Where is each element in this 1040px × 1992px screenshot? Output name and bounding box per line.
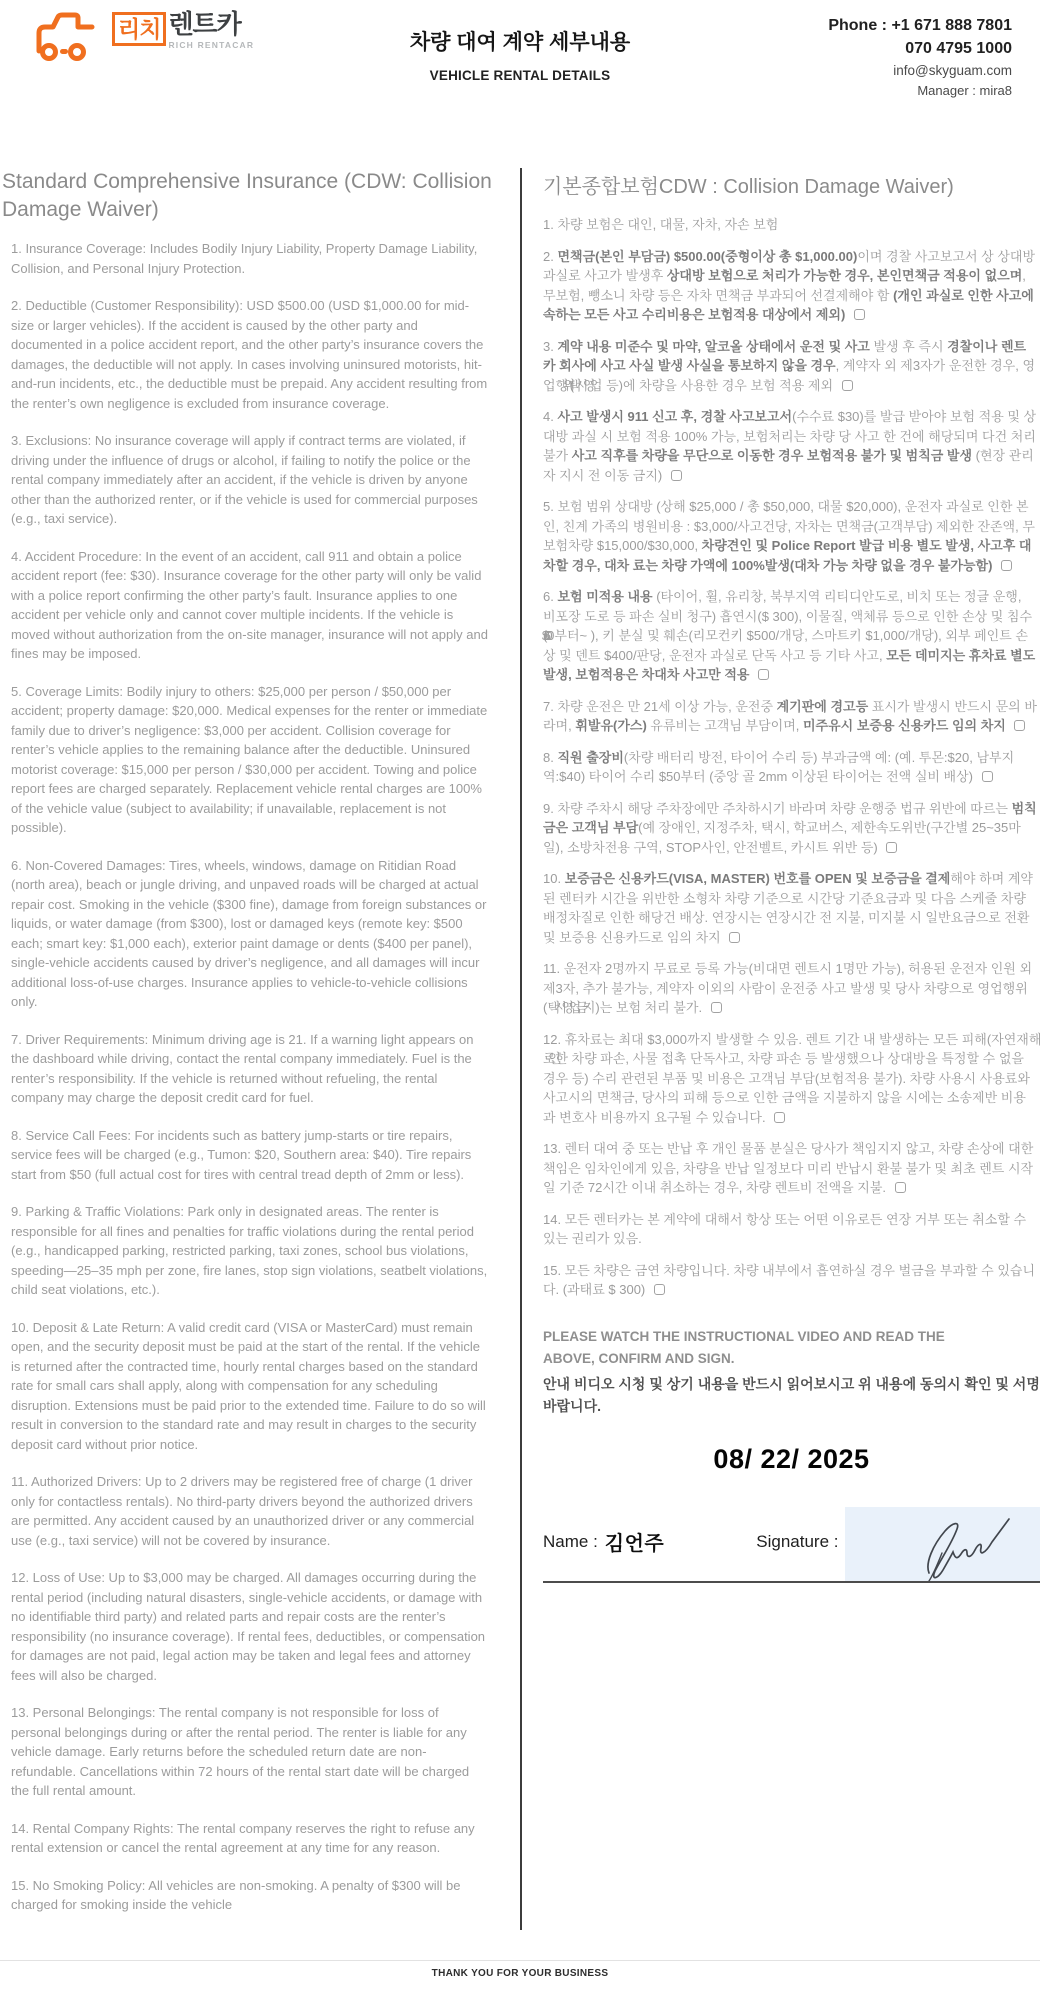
left-paragraphs [2,239,507,1915]
text-run: 해야 하며 계약된 렌터카 시간을 위반한 소형차 차량 기준으로 시간당 기준요금과 및 다음 스케줄 차량 배정차질로 인한 해당건 배상. 연장시는 연장시간 전 지불, 미지불 시 일반요금으로 전환 및 보증용 신용카드로 임의 차지 [543,871,1033,945]
text-run: (차량 배터리 방전, 타이어 수리 등) 부과금액 예: (예. 투몬:$20, 남부지역:$40) 타이어 수리 $50부터 (중앙 골 2mm 이상된 타이어는 전액 실비 배상) [543,749,1015,784]
agree-checkbox[interactable] [854,309,865,320]
policy-paragraph-en-5: 5. Coverage Limits: Bodily injury to others: $25,000 per person / $50,000 per accident; property damage: $20,000. Medical expenses for the renter or immediate family due to driver’s negligence: $3,000 per accident. Collision coverage for renter’s vehicle applies to the remaining balance after the deductible. Uninsured motorist coverage: $15,000 per person / $30,000 per accident. Towing and police report fees are charged separately. Replacement vehicle rental charges are 100% of the vehicle value (subject to availability; if unavailable, replacement is not possible). [11,683,488,836]
policy-paragraph-en-1: 1. Insurance Coverage: Includes Bodily Injury Liability, Property Damage Liability, Collision, and Personal Injury Protection. [11,241,478,276]
text-run: , 계약자 외 제3자가 운전한 경우, 영업 [543,358,1036,393]
emphasis-text: 휘발유(가스) [575,718,647,733]
policy-paragraph-ko-11 [543,959,1037,1018]
text-run: (현장 관리자 지시 전 이동 금지) [543,448,1034,483]
policy-paragraph-ko-10 [543,869,1037,947]
text-run: 택시영업금지 [547,1000,590,1015]
policy-paragraph-en-11: 11. Authorized Drivers: Up to 2 drivers may be registered free of charge (1 driver only for contactless rentals). No third-party drivers beyond the authorized drivers are permitted. Any accident caused by an unauthorized driver or any commercial use (e.g., taxi service) will not be covered by insurance. [11,1474,475,1548]
agree-checkbox[interactable] [842,380,853,391]
agree-checkbox[interactable] [1014,720,1025,731]
text-run: 5. 보험 범위 상대방 (상해 $25,000 / 총 $50,000, 대물 $20,000), 운전자 과실로 인한 본인, 친계 가족의 병원비용 : $3,000/사고건당, 자차는 면책금(고객부담) 제외한 잔존액, 무보험차량 $15,000/$30,000, [543,499,1035,553]
text-run: 1. 차량 보험은 대인, 대물, 자차, 자손 보험 [543,217,779,232]
policy-paragraph-ko-5 [543,497,1037,575]
email-address: info@skyguam.com [893,63,1012,78]
text-run: 수($600 [543,608,1027,643]
text-run: 7. 차량 운전은 만 21세 이상 가능, 운전중 [543,698,777,714]
text-run [1006,718,1010,733]
manager-name: Manager : mira8 [917,83,1012,98]
policy-paragraph-en-15: 15. No Smoking Policy: All vehicles are non-smoking. A penalty of $300 will be charged for smoking inside the vehicle [11,1877,461,1913]
emphasis-text: 직원 출장비 [557,749,624,765]
logo-subtitle-text: RICH RENTACAR [168,39,255,50]
emphasis-text: 사고 발생시 911 신고 후, 경찰 사고보고서 [557,409,793,424]
text-run: 11. 운전자 2명까지 무료로 등록 가능(비대면 렌트시 1명만 가능), 허용된 운전자 인원 외 제3자, 추가 불가능, 계약자 이외의 사람이 운전중 사고 발생 및 당사 차량으로 영업행위( [543,961,1033,1015]
phone-primary: Phone : +1 671 888 7801 [828,17,1012,34]
signature-label: Signature : [756,1531,839,1551]
name-label: Name : [543,1531,598,1551]
policy-paragraph-en-14: 14. Rental Company Rights: The rental company reserves the right to refuse any rental extension or cancel the rental agreement at any time for any reason. [11,1820,475,1856]
text-run: 등)에 차량을 사용한 경우 보험 적용 제외 [602,377,837,393]
emphasis-text: 사고 직후를 차량을 무단으로 이동한 경우 보험적용 불가 및 범칙금 발생 [571,448,973,463]
policy-paragraph-en-10: 10. Deposit & Late Return: A valid credit card (VISA or MasterCard) must remain open, and the security deposit must be paid at the start of the rental. If the vehicle is returned after the contracted time, hourly rental charges based on the standard rate for small cars shall apply, along with compensation for any scheduling disruption. Extensions must be paid prior to the extended time. Failure to do so will result in conversion to the standard rate and may result in charges to the security deposit card without prior notice. [11,1319,486,1452]
text-run [749,667,753,682]
policy-paragraph-ko-6 [543,587,1037,685]
text-run: (수수료 $30)를 발급 받아야 보험 적용 및 상대방 과실 시 보험 적용 100% 가능, 보험처리는 차량 당 사고 한 건에 해당되며 다건 처리 불가 [543,409,1037,463]
policy-paragraph-en-6: 6. Non-Covered Damages: Tires, wheels, windows, damage on Ritidian Road (north area), beach or jungle driving, and unpaved roads will be charged at actual repair cost. Smoking in the vehicle ($300 fine), damage from foreign substances or liquids, or water damage (from $300), lost or damaged keys (remote key: $500 each; smart key: $1,000 each), exterior paint damage or dents ($400 per panel), single-vehicle accidents caused by driver’s negligence, and all damages will incur additional loss-of-use charges. Insurance applies to vehicle-to-vehicle collisions only. [11,857,487,1010]
policy-paragraph-ko-9 [543,799,1037,858]
policy-paragraph-ko-7 [543,697,1037,736]
confirm-notice-english: PLEASE WATCH THE INSTRUCTIONAL VIDEO AND READ THE ABOVE, CONFIRM AND SIGN. [543,1328,945,1366]
agree-checkbox[interactable] [1001,560,1012,571]
signature-field[interactable] [845,1507,1040,1581]
text-run: 표시가 발생시 반드시 문의 바라며, [543,698,1037,733]
agree-checkbox[interactable] [886,842,897,853]
text-run: 12. 휴차료는 최대 $3,000까지 발생할 수 있음. 렌트 기간 내 발생하는 모든 피해(자연재 [543,1031,1029,1047]
signature-image [845,1507,1040,1581]
emphasis-text: (개인 과실로 인한 사고에 속하는 모든 사고 수리비용은 보험적용 대상에서 제외) [543,287,1034,322]
policy-paragraph-ko-2 [543,247,1037,325]
confirm-notice-korean: 안내 비디오 시청 및 상기 내용을 반드시 읽어보시고 위 내용에 동의시 확인 및 서명 바랍니다. [543,1376,1040,1415]
agree-checkbox[interactable] [895,1182,906,1193]
page-title-korean: 차량 대여 계약 세부내용 [409,31,631,54]
agree-checkbox[interactable] [774,1112,785,1123]
emphasis-text: 면책금(본인 부담금) $500.00(중형이상 총 $1,000.00) [557,248,858,264]
emphasis-text: 계약 내용 미준수 및 마약, 알코올 상태에서 운전 및 사고 [557,338,870,354]
emphasis-text: 상대방 보험으로 처리가 가능한 경우, 본인면책금 적용이 없으며 [666,268,1023,283]
page-title-english: VEHICLE RENTAL DETAILS [429,68,611,83]
text-run: 차량 파손, 사물 접촉 단독사고, 차량 파손 등 발생했으나 상대방을 특정할 수 없을 경우 등) 수리 관련된 부품 및 비용은 고객님 부담(보험적용 불가). 차량 사용시 사용료와 사고시의 면책금, 당사의 피해 등으로 인한 금액을 지불하지 않을 시에는 소송제반 비용과 변호사 비용까지 요구될 수 있습니다. [543,1051,1030,1125]
korean-terms-heading: 기본종합보험CDW : Collision Damage Waiver) [543,176,954,198]
emphasis-text: 보험 미적용 내용 [557,589,653,604]
renter-name: 김언주 [604,1533,665,1556]
emphasis-text: 경찰이나 렌트카 회사에 사고 사실 발생 사실을 통보하지 않을 경우 [543,338,1027,373]
text-run: 유류비는 고객님 부담이며, [646,718,803,733]
text-run: (예 장애인, 지정주차, 택시, 학교버스, 제한속도위반(구간별 25~35마일), 소방차전용 구역, STOP사인, 안전벨트, 카시트 위반 등) [543,820,1021,855]
emphasis-text: 계기판에 경고등 [776,698,869,714]
text-run: 3. [543,338,558,354]
contact-block [762,10,1012,101]
policy-paragraph-ko-8 [543,748,1037,787]
policy-paragraph-ko-1 [543,215,1037,235]
agree-checkbox[interactable] [982,771,993,782]
policy-paragraph-ko-12 [543,1030,1037,1128]
policy-paragraph-en-12: 12. Loss of Use: Up to $3,000 may be charged. All damages occurring during the rental period (including natural disasters, single-vehicle accidents, or damage with no identifiable third party) and related parts and repair costs are the renter’s responsibility (no insurance coverage). If rental fees, deductibles, or compensation for damages are not paid, legal action may be taken and legal fees and attorney fees will also be charged. [11,1570,486,1683]
policy-paragraph-en-3: 3. Exclusions: No insurance coverage will apply if contract terms are violated, if driving under the influence of drugs or alcohol, if failing to notify the police or the rental company immediately after an accident, if the vehicle is driven by anyone other than the authorized renter, or if the vehicle is used for commercial purposes (e.g., taxi service). [11,433,478,527]
right-paragraphs [543,215,1040,1300]
emphasis-text: 보증금은 신용카드(VISA, MASTER) 번호를 OPEN 및 보증금을 결제 [564,871,951,886]
column-divider [520,168,522,1930]
policy-paragraph-en-8: 8. Service Call Fees: For incidents such as battery jump-starts or tire repairs, service fees will be charged (e.g., Tumon: $20, Southern area: $40). Tire repairs start from $50 (full actual cost for tires with central tread depth of 2mm or less). [11,1127,472,1182]
policy-paragraph-ko-4 [543,407,1037,485]
text-run: 8. [543,749,558,765]
agree-checkbox[interactable] [654,1284,665,1295]
logo-rich-text: 리치 [112,12,166,46]
car-icon [28,10,116,68]
company-logo [28,10,278,68]
korean-terms-column [543,168,1040,1583]
phone-secondary: 070 4795 1000 [905,40,1012,57]
english-terms-column [2,168,507,1933]
text-run: 행위(택시영업 [555,377,598,393]
text-run: )는 보험 처리 불가. [595,1000,706,1015]
text-run: 6. [543,589,558,604]
policy-paragraph-en-2: 2. Deductible (Customer Responsibility): USD $500.00 (USD $1,000.00 for mid-size or larger vehicles). If the accident is caused by the other party and documented in a police accident report, and the other party’s insurance covers the damages, the deductible will not apply. In cases involving uninsured motorists, hit-and-run incidents, etc., the deductible must be prepaid. Any accident resulting from the renter’s own negligence is excluded from insurance coverage. [11,298,488,411]
policy-paragraph-ko-14 [543,1210,1037,1249]
policy-paragraph-en-4: 4. Accident Procedure: In the event of an accident, call 911 and obtain a police accident report (fee: $30). Insurance coverage for the other party will only be valid with a police report confirming the other party’s fault. Insurance applies to one accident per vehicle only and cannot cover multiple incidents. If the vehicle is moved without authorization from the on-site manager, insurance will not apply and fines may be imposed. [11,548,488,662]
text-run: 4. [543,409,558,424]
agree-checkbox[interactable] [729,932,740,943]
text-run: 15. 모든 차량은 금연 차량입니다. 차량 내부에서 흡연하실 경우 벌금을 부과할 수 있습니다. (과태료 $ 300) [543,1262,1035,1297]
text-run: 14. 모든 렌터카는 본 계약에 대해서 항상 또는 어떤 이유로든 연장 거부 또는 취소할 수 있는 권리가 있음. [543,1211,1027,1246]
emphasis-text: 모든 데미지는 휴차료 별도 발생, 보험적용은 차대차 사고만 적용 [543,647,1036,682]
emphasis-text: 범칙금은 고객님 부담 [543,800,1037,835]
policy-paragraph-ko-3 [543,337,1037,396]
english-terms-heading: Standard Comprehensive Insurance (CDW: Collision Damage Waiver) [2,170,492,221]
text-run: 이며 경찰 사고보고서 상 상대방 과실로 사고가 발생후 [543,248,1036,283]
emphasis-text: 미주유시 보증용 신용카드 임의 차지 [803,718,1006,733]
text-run: 13. 렌터 대여 중 또는 반납 후 개인 물품 분실은 당사가 책임지지 않고, 차량 손상에 대한 책임은 임차인에게 있음, 차량을 반납 일정보다 미리 반납시 환불 불가 및 최초 렌트 시작일 기준 72시간 이내 취소하는 경우, 차량 렌트비 전액을 지불. [543,1141,1034,1195]
logo-wordmark [168,10,254,50]
text-run: , 무보험, 뺑소니 차량 등은 자차 면책금 부과되어 선결제해야 함 [543,268,1026,303]
policy-paragraph-en-13: 13. Personal Belongings: The rental company is not responsible for loss of personal belongings during or after the rental period. The renter is liable for any vehicle damage. Early returns before the scheduled return date are non-refundable. Cancellations within 72 hours of the rental start date will be charged the full rental amount. [11,1705,470,1799]
footer-thanks-text: THANK YOU FOR YOUR BUSINESS [431,1968,609,1979]
header [0,0,1040,101]
text-run: 해로 인한 [543,1031,1036,1066]
footer-divider [0,1960,1040,1961]
policy-paragraph-ko-13 [543,1139,1037,1198]
contract-date: 08/ 22/ 2025 [713,1443,870,1474]
policy-paragraph-ko-15 [543,1261,1037,1300]
logo-rentcar-text: 렌트카 [168,9,241,39]
agree-checkbox[interactable] [671,470,682,481]
agree-checkbox[interactable] [758,669,769,680]
title-block [278,10,762,83]
agree-checkbox[interactable] [711,1002,722,1013]
text-run: 발생 후 즉시 [869,338,948,354]
signature-row [543,1503,1040,1583]
text-run: 2. [543,248,558,264]
policy-paragraph-en-7: 7. Driver Requirements: Minimum driving age is 21. If a warning light appears on the dashboard while driving, contact the rental company immediately. Fuel is the renter’s responsibility. If the vehicle is returned without refueling, the rental company may charge the deposit credit card for fuel. [11,1031,474,1106]
policy-paragraph-en-9: 9. Parking & Traffic Violations: Park only in designated areas. The renter is responsible for all fines and penalties for traffic violations during the rental period (e.g., handicapped parking, restricted parking, taxi zones, school bus violations, speeding—25–35 mph per zone, fire lanes, stop sign violations, seatbelt violations, child seat violations, etc.). [11,1204,488,1298]
text-run: 9. 차량 주차시 해당 주차장에만 주차하시기 바라며 차량 운행중 법규 위반에 따르는 [543,800,1012,816]
text-run: 부터~ ), 키 분실 및 훼손(리모컨키 $500/개당, 스마트키 $1,000/개당), 외부 페인트 손상 및 덴트 $400/판당, 운전자 과실로 단독 사고 등 기타 사고, [543,628,1028,663]
text-run [992,558,996,573]
text-run: 10. [543,871,565,886]
emphasis-text: 차량견인 및 Police Report 발급 비용 별도 발생, 사고후 대차할 경우, 대차 료는 차량 가액에 100%발생(대차 가능 차량 없을 경우 불가능함) [543,538,1032,573]
text-run: (타이어, 휠, 유리창, 북부지역 리티디안도로, 비치 또는 정글 운행, 비포장 도로 등 파손 실비 청구) 흡연시($ 300), 이물질, 액체류 등으로 인한 손상 및 침 [543,589,1022,624]
text-run [845,307,849,322]
